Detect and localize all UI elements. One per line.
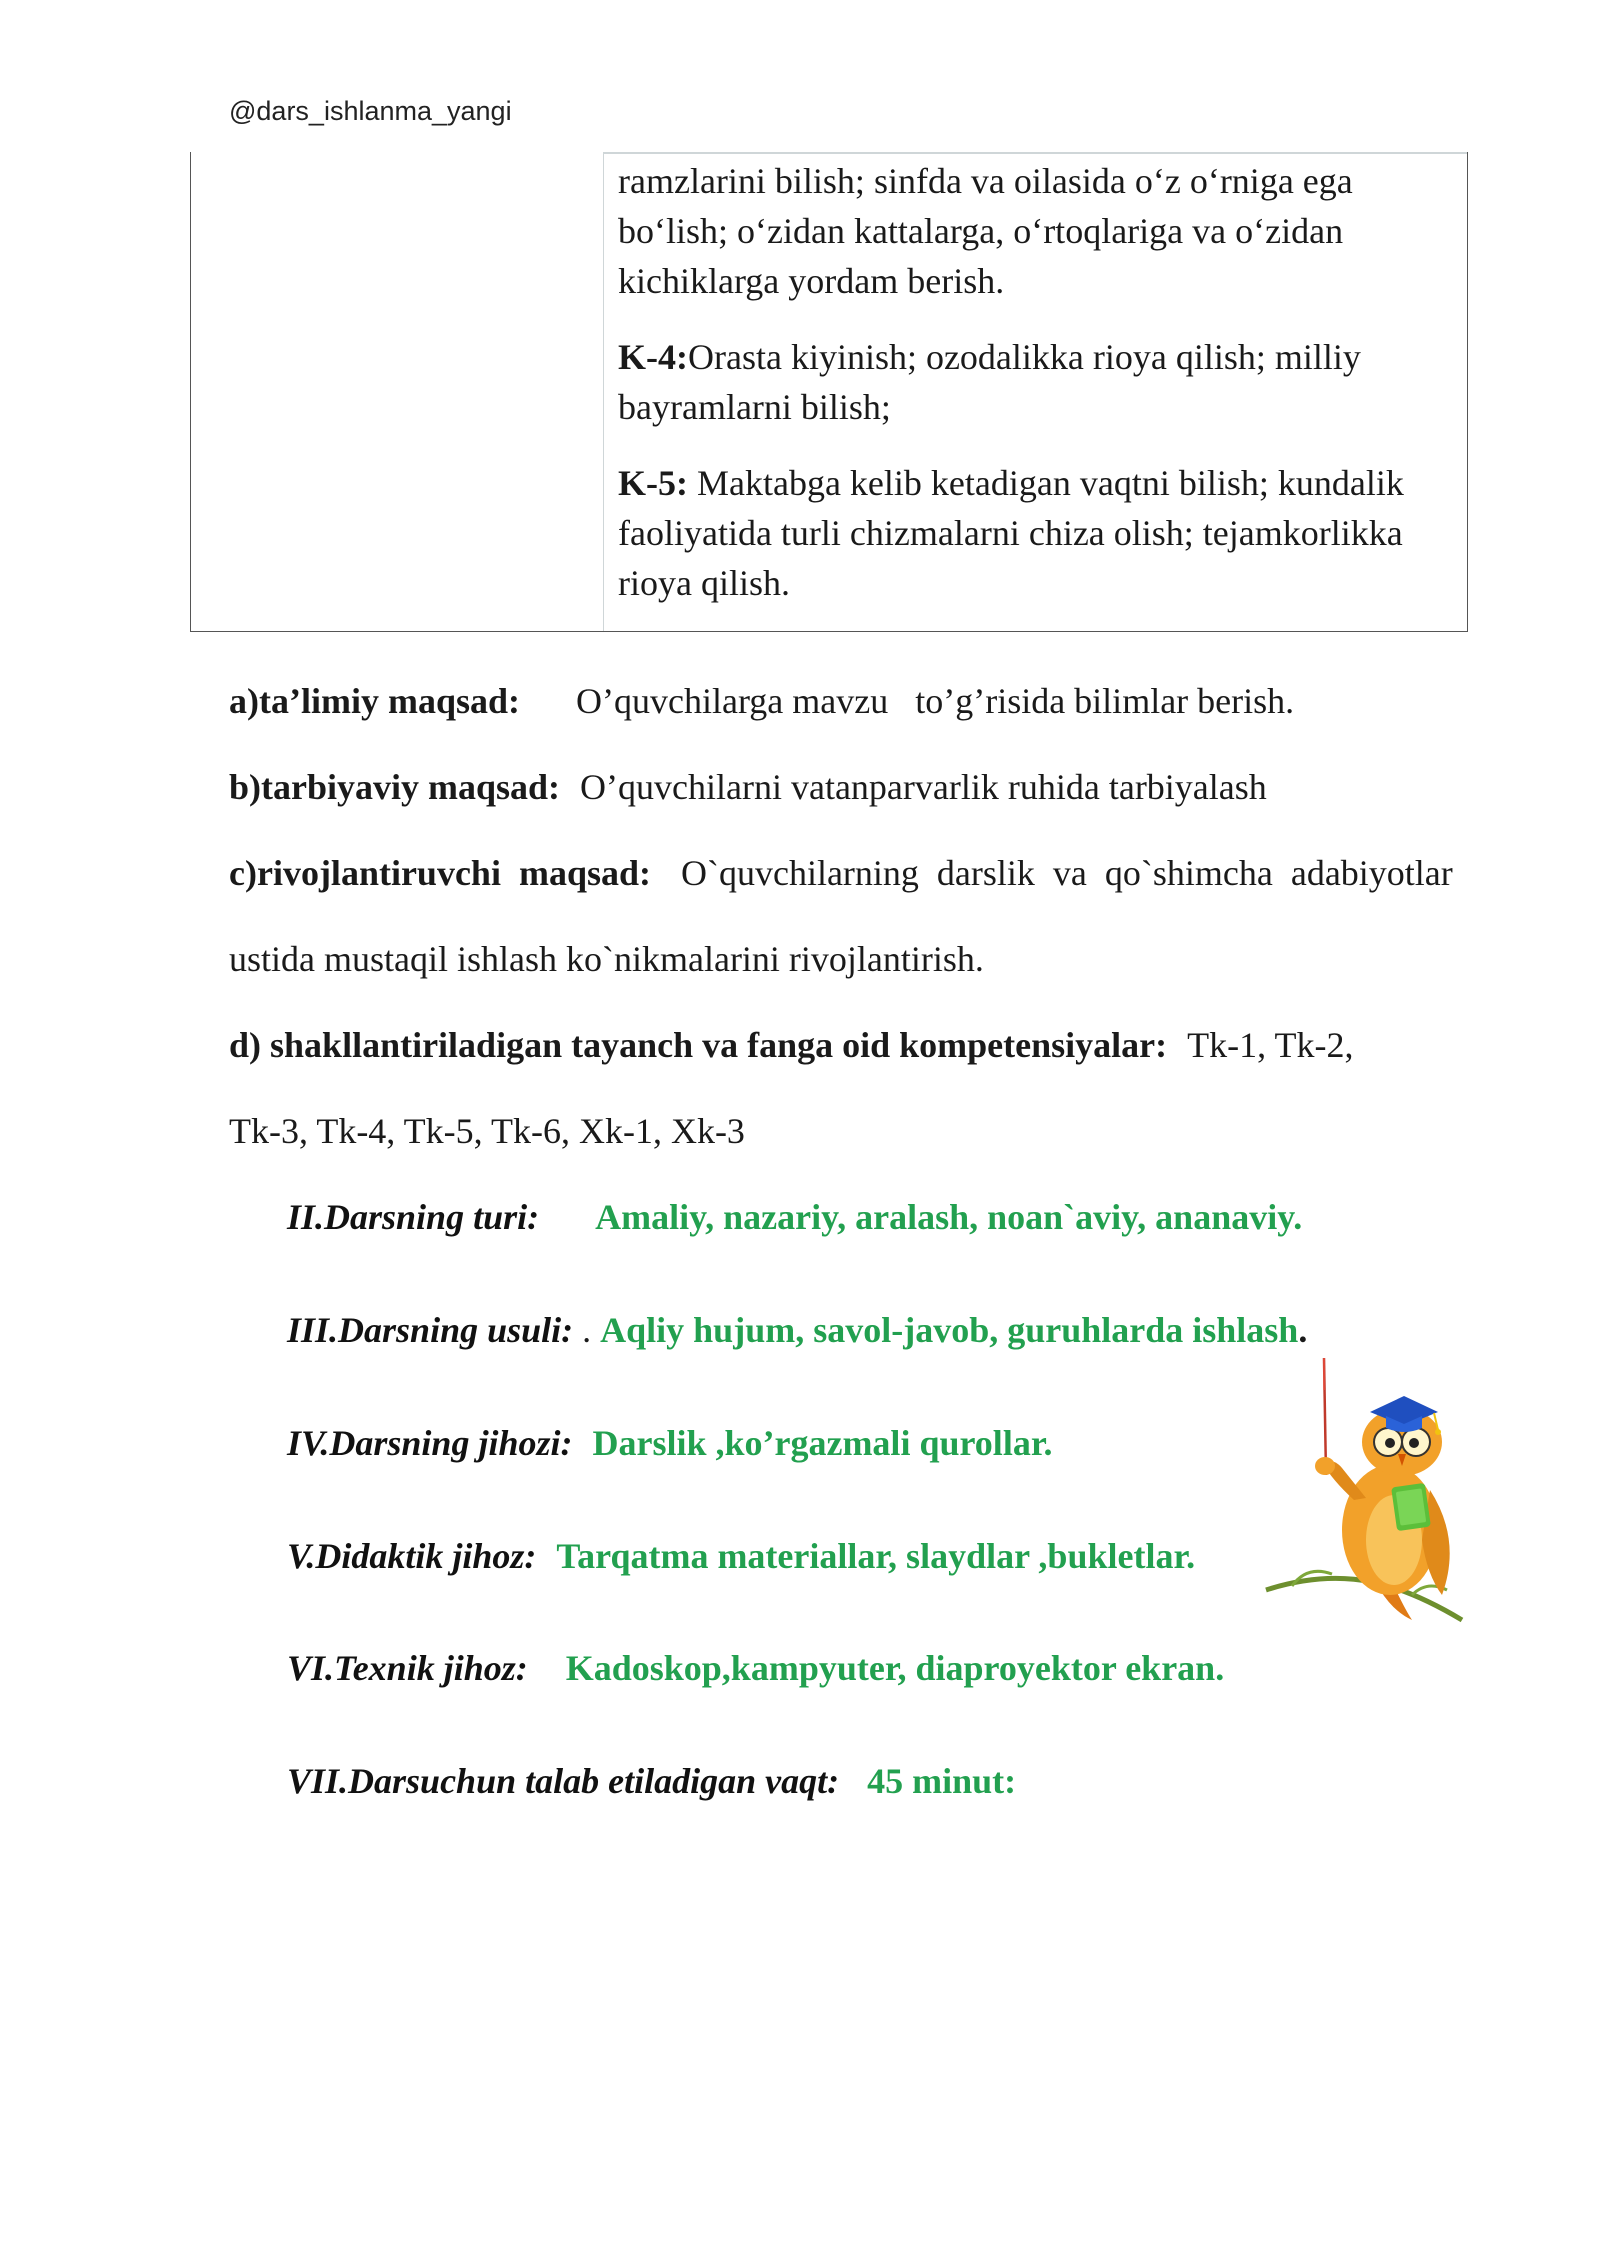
competency-k5 — [618, 458, 1447, 608]
lesson-type-label: II.Darsning turi: — [287, 1197, 540, 1237]
lesson-method-end: . — [1298, 1310, 1308, 1350]
lesson-method-value: Aqliy hujum, savol-javob, guruhlarda ishlash — [600, 1310, 1299, 1350]
goal-d-text: Tk-1, Tk-2, — [1187, 1025, 1354, 1065]
table-left-cell — [191, 152, 604, 631]
goal-a-text: O’quvchilarga mavzu to’g’risida bilimlar berish. — [576, 681, 1295, 721]
k5-label: K-5: — [618, 463, 688, 503]
goal-developmental-cont: ustida mustaqil ishlash ko`nikmalarini rivojlantirish. — [229, 939, 984, 979]
didactic-equipment-label: V.Didaktik jihoz: — [287, 1536, 537, 1576]
goal-upbringing — [229, 762, 1267, 812]
k4-label: K-4: — [618, 337, 688, 377]
technical-equipment-label: VI.Texnik jihoz: — [287, 1648, 528, 1688]
technical-equipment — [287, 1643, 1224, 1693]
goal-educational — [229, 676, 1294, 726]
goal-b-label: b)tarbiyaviy maqsad: — [229, 767, 561, 807]
goal-developmental — [229, 848, 1453, 898]
lesson-equipment — [287, 1418, 1053, 1468]
competency-k4 — [618, 332, 1447, 432]
competency-intro: ramzlarini bilish; sinfda va oilasida o‘z o‘rniga ega bo‘lish; o‘zidan kattalarga, o‘rtoqlariga va o‘zidan kichiklarga yordam berish. — [618, 161, 1353, 301]
owl-teacher-icon — [1262, 1350, 1468, 1640]
k5-text: Maktabga kelib ketadigan vaqtni bilish; kundalik faoliyatida turli chizmalarni chiza olish; tejamkorlikka rioya qilish. — [618, 463, 1404, 603]
lesson-type-value: Amaliy, nazariy, aralash, noan`aviy, ananaviy. — [595, 1197, 1303, 1237]
lesson-duration-value: 45 minut: — [867, 1761, 1017, 1801]
k4-text: Orasta kiyinish; ozodalikka rioya qilish; milliy bayramlarni bilish; — [618, 337, 1361, 427]
lesson-duration-label: VII.Darsuchun talab etiladigan vaqt: — [287, 1761, 840, 1801]
technical-equipment-value: Kadoskop,kampyuter, diaproyektor ekran. — [565, 1648, 1225, 1688]
goal-c-label: c)rivojlantiruvchi maqsad: — [229, 853, 651, 893]
didactic-equipment-value: Tarqatma materiallar, slaydlar ,bukletlar. — [556, 1536, 1196, 1576]
didactic-equipment — [287, 1531, 1195, 1581]
lesson-method-sep: . — [573, 1310, 601, 1350]
watermark-text: @dars_ishlanma_yangi — [229, 96, 512, 126]
goal-competencies-cont: Tk-3, Tk-4, Tk-5, Tk-6, Xk-1, Xk-3 — [229, 1111, 745, 1151]
lesson-duration — [287, 1756, 1016, 1806]
lesson-type — [287, 1192, 1302, 1242]
lesson-method-label: III.Darsning usuli: — [287, 1310, 574, 1350]
goal-a-label: a)ta’limiy maqsad: — [229, 681, 520, 721]
goal-c-text: O`quvchilarning darslik va qo`shimcha adabiyotlar — [680, 853, 1453, 893]
lesson-equipment-value: Darslik ,ko’rgazmali qurollar. — [592, 1423, 1053, 1463]
goal-d-label: d) shakllantiriladigan tayanch va fanga oid kompetensiyalar: — [229, 1025, 1168, 1065]
lesson-equipment-label: IV.Darsning jihozi: — [287, 1423, 573, 1463]
goal-b-text: O’quvchilarni vatanparvarlik ruhida tarbiyalash — [580, 767, 1267, 807]
goal-competencies — [229, 1020, 1353, 1070]
competency-table — [190, 152, 1468, 632]
table-right-cell — [604, 152, 1467, 631]
lesson-method — [287, 1305, 1307, 1355]
